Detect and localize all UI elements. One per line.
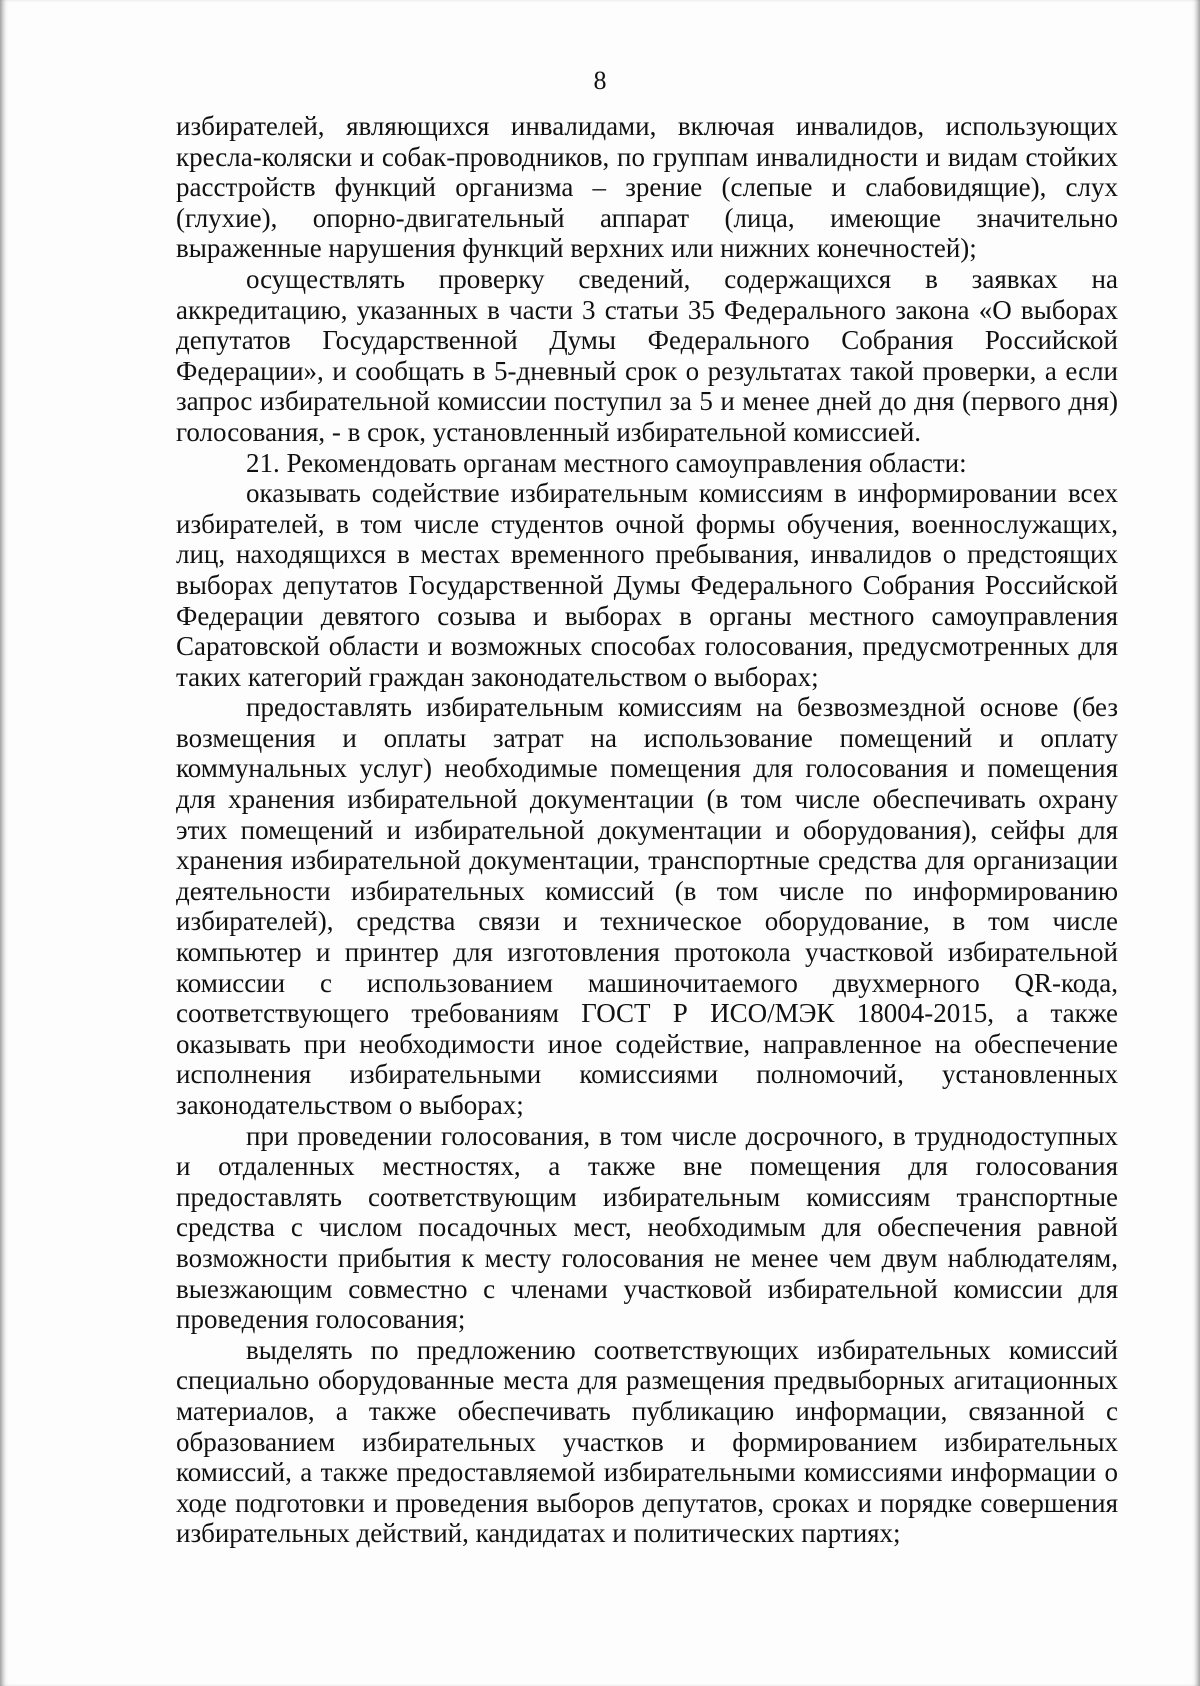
paragraph-informing-voters: оказывать содействие избирательным комиссиям в информировании всех избирателей, в том числе студентов очной формы обучения, военнослужащих, лиц, находящихся в местах временного пребывания, инвалидов о предстоящих выборах депутатов Государственной Думы Федерального Собрания Российской Федерации девятого созыва и выборах в органы местного самоуправления Саратовской области и возможных способах голосования, предусмотренных для таких категорий граждан законодательством о выборах; — [176, 478, 1118, 692]
document-body — [176, 111, 1118, 1549]
paragraph-continuation: избирателей, являющихся инвалидами, включая инвалидов, использующих кресла-коляски и собак-проводников, по группам инвалидности и видам стойких расстройств функций организма – зрение (слепые и слабовидящие), слух (глухие), опорно-двигательный аппарат (лица, имеющие значительно выраженные нарушения функций верхних или нижних конечностей); — [176, 111, 1118, 264]
paragraph-campaign-materials: выделять по предложению соответствующих избирательных комиссий специально оборудованные места для размещения предвыборных агитационных материалов, а также обеспечивать публикацию информации, связанной с образованием избирательных участков и формированием избирательных комиссий, а также предоставляемой избирательными комиссиями информации о ходе подготовки и проведения выборов депутатов, сроках и порядке совершения избирательных действий, кандидатах и политических партиях; — [176, 1334, 1118, 1549]
paragraph-section-21: 21. Рекомендовать органам местного самоуправления области: — [246, 447, 967, 478]
paragraph-accreditation-check: осуществлять проверку сведений, содержащихся в заявках на аккредитацию, указанных в части 3 статьи 35 Федерального закона «О выборах депутатов Государственной Думы Федерального Собрания Российской Федерации», и сообщать в 5-дневный срок о результатах такой проверки, а если запрос избирательной комиссии поступил за 5 и менее дней до дня (первого дня) голосования, - в срок, установленный избирательной комиссией. — [176, 263, 1118, 447]
paragraph-transport: при проведении голосования, в том числе досрочного, в труднодоступных и отдаленных местностях, а также вне помещения для голосования предоставлять соответствующим избирательным комиссиям транспортные средства с числом посадочных мест, необходимым для обеспечения равной возможности прибытия к месту голосования не менее чем двум наблюдателям, выезжающим совместно с членами участковой избирательной комиссии для проведения голосования; — [176, 1120, 1118, 1335]
page-number: 8 — [593, 66, 607, 95]
paragraph-providing-premises: предоставлять избирательным комиссиям на безвозмездной основе (без возмещения и оплаты затрат на использование помещений и оплату коммунальных услуг) необходимые помещения для голосования и помещения для хранения избирательной документации (в том числе обеспечивать охрану этих помещений и избирательной документации и оборудования), сейфы для хранения избирательной документации, транспортные средства для организации деятельности избирательных комиссий (в том числе по информированию избирателей), средства связи и техническое оборудование, в том числе компьютер и принтер для изготовления протокола участковой избирательной комиссии с использованием машиночитаемого двухмерного QR-кода, соответствующего требованиям ГОСТ Р ИСО/МЭК 18004-2015, а также оказывать при необходимости иное содействие, направленное на обеспечение исполнения избирательными комиссиями полномочий, установленных законодательством о выборах; — [176, 692, 1118, 1120]
